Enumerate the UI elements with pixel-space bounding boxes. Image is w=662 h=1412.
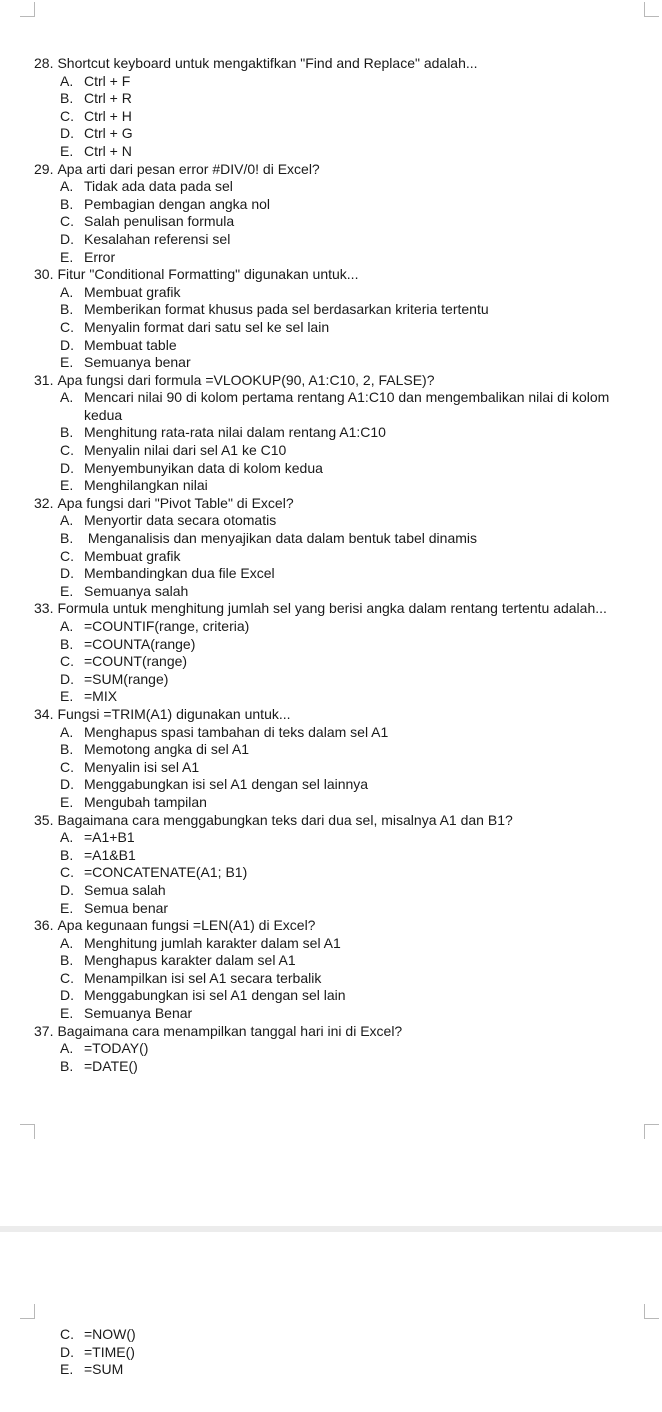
- question-text: Apa arti dari pesan error #DIV/0! di Excel?: [57, 160, 320, 177]
- option-a: A. Tidak ada data pada sel: [60, 178, 233, 195]
- option-a: A. =TODAY(): [60, 1040, 149, 1057]
- page-corner-mark: [644, 1124, 659, 1139]
- option-d: D. =TIME(): [60, 1343, 135, 1360]
- option-e: E. Semuanya salah: [60, 582, 189, 599]
- document-page-2: [0, 1232, 662, 1412]
- option-b: B. =A1&B1: [60, 846, 136, 863]
- page-corner-mark: [20, 2, 35, 17]
- option-e: E. Menghilangkan nilai: [60, 477, 208, 494]
- option-d: D. Membandingkan dua file Excel: [60, 565, 275, 582]
- question-29: [0, 161, 662, 267]
- option-b: B. Memotong angka di sel A1: [60, 741, 249, 758]
- question-35: [0, 812, 662, 918]
- option-e: E. Mengubah tampilan: [60, 793, 207, 810]
- question-number: 31.: [34, 371, 54, 388]
- question-36: [0, 917, 662, 1023]
- question-list: [0, 55, 662, 1075]
- question-number: 28.: [34, 55, 54, 71]
- question-text: Apa fungsi dari "Pivot Table" di Excel?: [57, 494, 294, 511]
- question-30: [0, 266, 662, 372]
- option-a: A. Membuat grafik: [60, 283, 181, 300]
- question-text: Fitur "Conditional Formatting" digunakan untuk...: [57, 266, 359, 283]
- option-a: A. Mencari nilai 90 di kolom pertama rentang A1:C10 dan mengembalikan nilai di kolom kedua: [60, 389, 610, 423]
- option-d: D. Kesalahan referensi sel: [60, 230, 231, 247]
- option-b: B. Pembagian dengan angka nol: [60, 195, 271, 212]
- option-d: D. Menyembunyikan data di kolom kedua: [60, 459, 323, 476]
- question-28: [0, 55, 662, 161]
- option-a: A. Menyortir data secara otomatis: [60, 512, 277, 529]
- option-e: E. Ctrl + N: [60, 142, 132, 159]
- option-d: D. Membuat table: [60, 336, 177, 353]
- question-34: [0, 706, 662, 812]
- option-c: C. =NOW(): [60, 1326, 136, 1342]
- option-b: B. =COUNTA(range): [60, 635, 196, 652]
- option-a: A. =COUNTIF(range, criteria): [60, 618, 250, 634]
- question-text: Shortcut keyboard untuk mengaktifkan "Find and Replace" adalah...: [57, 55, 478, 71]
- option-b: B. =DATE(): [60, 1057, 138, 1074]
- question-number: 35.: [34, 811, 54, 828]
- option-b: B. Memberikan format khusus pada sel berdasarkan kriteria tertentu: [60, 301, 489, 318]
- option-c: C. =COUNT(range): [60, 653, 188, 670]
- question-33: [0, 600, 662, 706]
- question-text: Bagaimana cara menampilkan tanggal hari ini di Excel?: [57, 1022, 403, 1039]
- question-number: 32.: [34, 494, 54, 511]
- option-c: C. Menampilkan isi sel A1 secara terbalik: [60, 969, 322, 986]
- option-e: E. =MIX: [60, 688, 118, 705]
- option-e: E. =SUM: [60, 1361, 124, 1378]
- option-d: D. Semua salah: [60, 881, 166, 898]
- option-c: C. Ctrl + H: [60, 107, 132, 124]
- question-text: Bagaimana cara menggabungkan teks dari dua sel, misalnya A1 dan B1?: [57, 811, 513, 828]
- option-d: D. =SUM(range): [60, 670, 169, 687]
- option-c: C. Menyalin nilai dari sel A1 ke C10: [60, 442, 287, 459]
- option-c: C. Menyalin isi sel A1: [60, 758, 200, 775]
- option-d: D. Menggabungkan isi sel A1 dengan sel lainnya: [60, 776, 369, 793]
- option-e: E. Semuanya benar: [60, 354, 191, 371]
- page-corner-mark: [644, 1304, 659, 1319]
- option-a: A. Menghapus spasi tambahan di teks dalam sel A1: [60, 723, 389, 740]
- question-37-continuation: [0, 1326, 662, 1379]
- option-c: C. Salah penulisan formula: [60, 213, 235, 230]
- question-number: 37.: [34, 1022, 54, 1039]
- option-e: E. Semuanya Benar: [60, 1005, 193, 1022]
- option-d: D. Ctrl + G: [60, 125, 133, 142]
- option-b: B. Ctrl + R: [60, 90, 132, 107]
- option-b: B. Menghapus karakter dalam sel A1: [60, 952, 296, 969]
- question-text: Fungsi =TRIM(A1) digunakan untuk...: [57, 705, 291, 722]
- page-corner-mark: [20, 1304, 35, 1319]
- page-corner-mark: [20, 1124, 35, 1139]
- option-a: A. =A1+B1: [60, 829, 135, 846]
- option-b: B. Menganalisis dan menyajikan data dalam bentuk tabel dinamis: [60, 530, 478, 547]
- option-d: D. Menggabungkan isi sel A1 dengan sel lain: [60, 987, 346, 1004]
- option-c: C. =CONCATENATE(A1; B1): [60, 864, 248, 881]
- question-32: [0, 495, 662, 601]
- question-number: 34.: [34, 705, 54, 722]
- question-text: Formula untuk menghitung jumlah sel yang berisi angka dalam rentang tertentu adalah...: [57, 600, 607, 617]
- option-a: A. Ctrl + F: [60, 72, 131, 89]
- question-text: Apa kegunaan fungsi =LEN(A1) di Excel?: [57, 917, 316, 934]
- question-number: 36.: [34, 917, 54, 934]
- option-e: E. Error: [60, 248, 116, 265]
- question-number: 33.: [34, 600, 54, 617]
- option-e: E. Semua benar: [60, 899, 169, 916]
- option-a: A. Menghitung jumlah karakter dalam sel A1: [60, 934, 341, 951]
- option-c: C. Membuat grafik: [60, 547, 181, 564]
- question-number: 29.: [34, 160, 54, 177]
- question-31: [0, 372, 662, 495]
- question-37: [0, 1023, 662, 1076]
- option-b: B. Menghitung rata-rata nilai dalam rentang A1:C10: [60, 424, 386, 441]
- option-c: C. Menyalin format dari satu sel ke sel lain: [60, 318, 330, 335]
- page-corner-mark: [644, 2, 659, 17]
- question-number: 30.: [34, 266, 54, 283]
- question-text: Apa fungsi dari formula =VLOOKUP(90, A1:C10, 2, FALSE)?: [57, 371, 435, 388]
